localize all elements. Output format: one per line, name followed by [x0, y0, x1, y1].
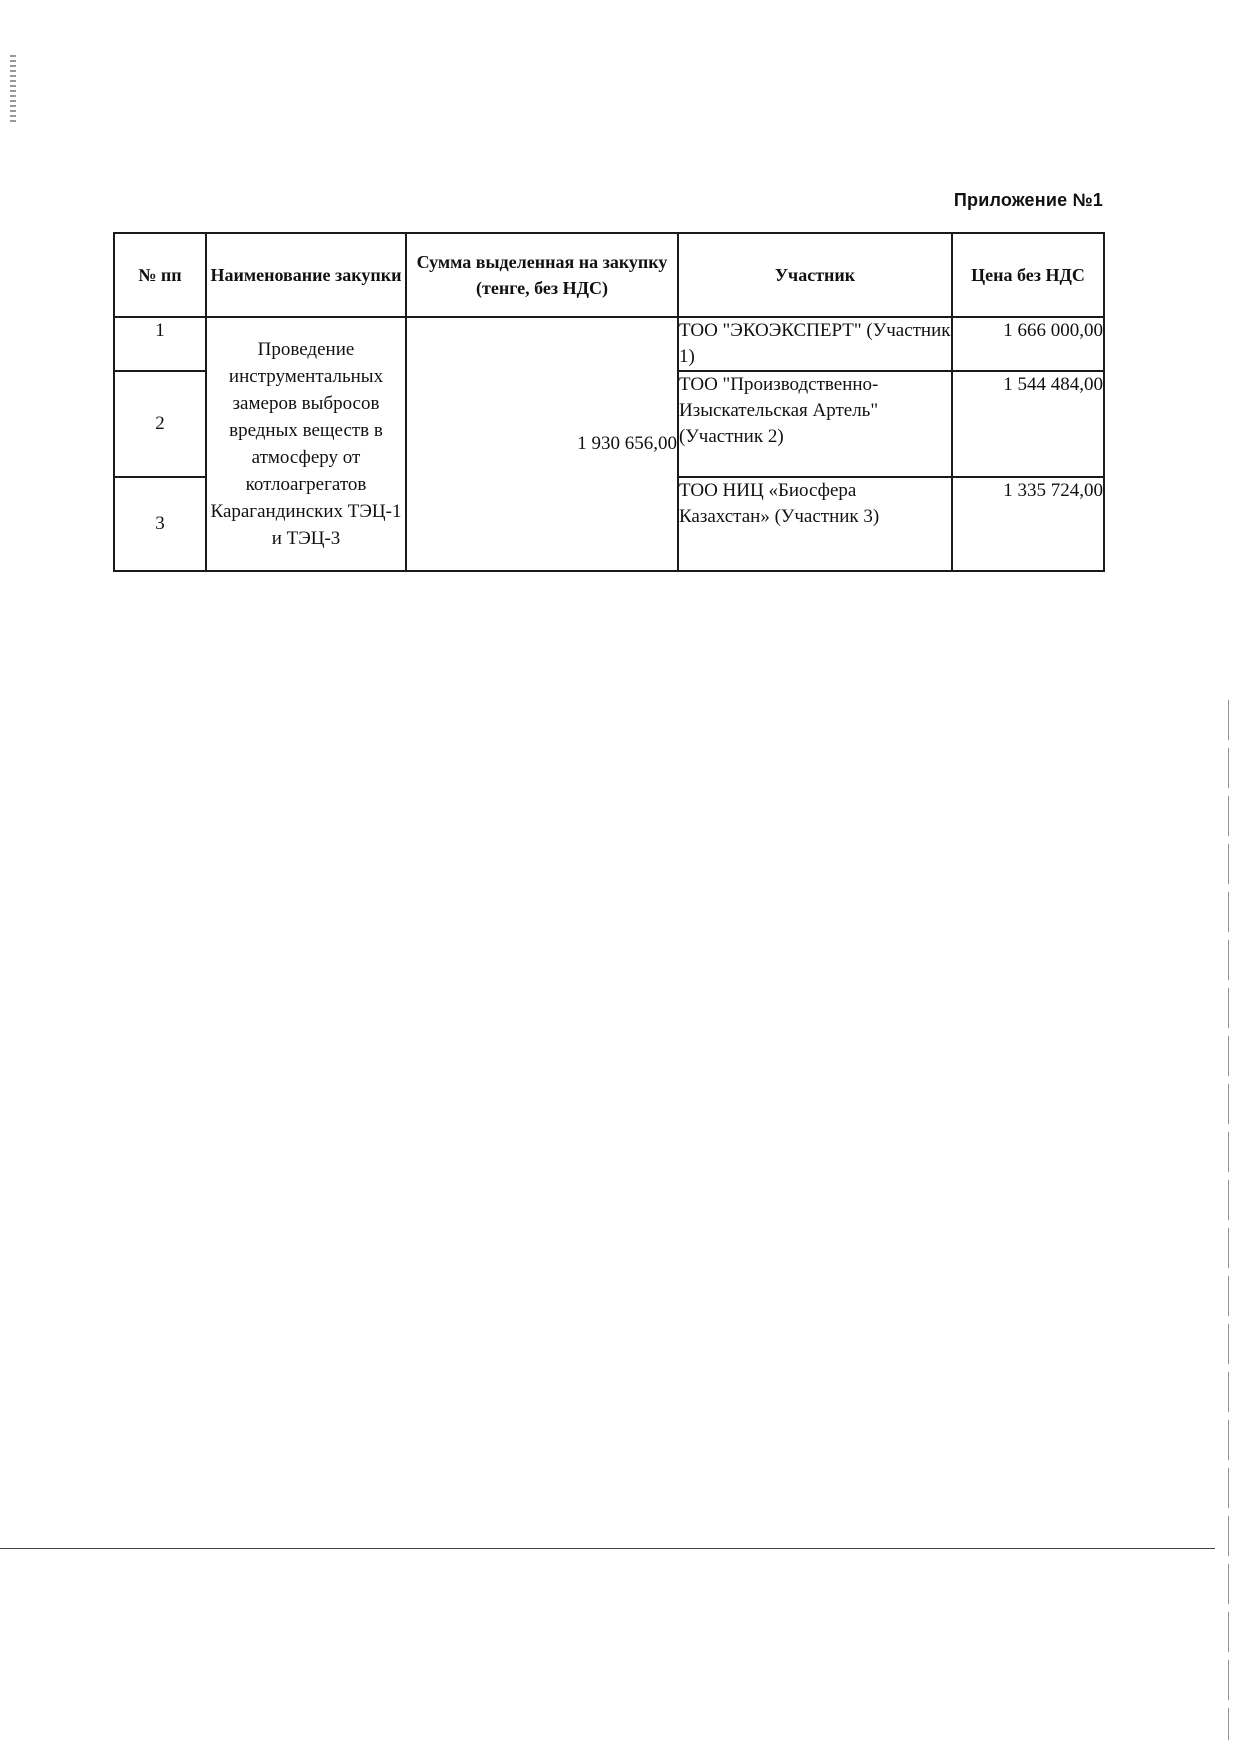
header-number: № пп: [114, 233, 206, 317]
participant-cell: ТОО НИЦ «Биосфера Казахстан» (Участник 3): [678, 477, 952, 571]
table-row: [114, 317, 1104, 371]
price-cell: 1 335 724,00: [952, 477, 1104, 571]
header-row: [114, 233, 1104, 317]
header-procurement-name: Наименование закупки: [206, 233, 406, 317]
participant-cell: ТОО "ЭКОЭКСПЕРТ" (Участник 1): [678, 317, 952, 371]
row-number: 2: [114, 371, 206, 477]
price-cell: 1 544 484,00: [952, 371, 1104, 477]
header-participant: Участник: [678, 233, 952, 317]
scan-artifact-left: [10, 55, 16, 125]
scan-artifact-right: [1228, 700, 1229, 1740]
table-header: [114, 233, 1104, 317]
header-allocated-sum: Сумма выделенная на закупку (тенге, без НДС): [406, 233, 678, 317]
procurement-name-cell: Проведение инструментальных замеров выбросов вредных веществ в атмосферу от котлоагрегатов Карагандинских ТЭЦ-1 и ТЭЦ-3: [206, 317, 406, 571]
price-cell: 1 666 000,00: [952, 317, 1104, 371]
participant-cell: ТОО "Производственно-Изыскательская Артель" (Участник 2): [678, 371, 952, 477]
appendix-title: Приложение №1: [953, 190, 1103, 210]
row-number: 1: [114, 317, 206, 371]
row-number: 3: [114, 477, 206, 571]
table-body: [114, 317, 1104, 571]
scan-artifact-line: [0, 1548, 1215, 1549]
procurement-table: [113, 232, 1105, 572]
header-price: Цена без НДС: [952, 233, 1104, 317]
allocated-sum-cell: 1 930 656,00: [406, 317, 678, 571]
